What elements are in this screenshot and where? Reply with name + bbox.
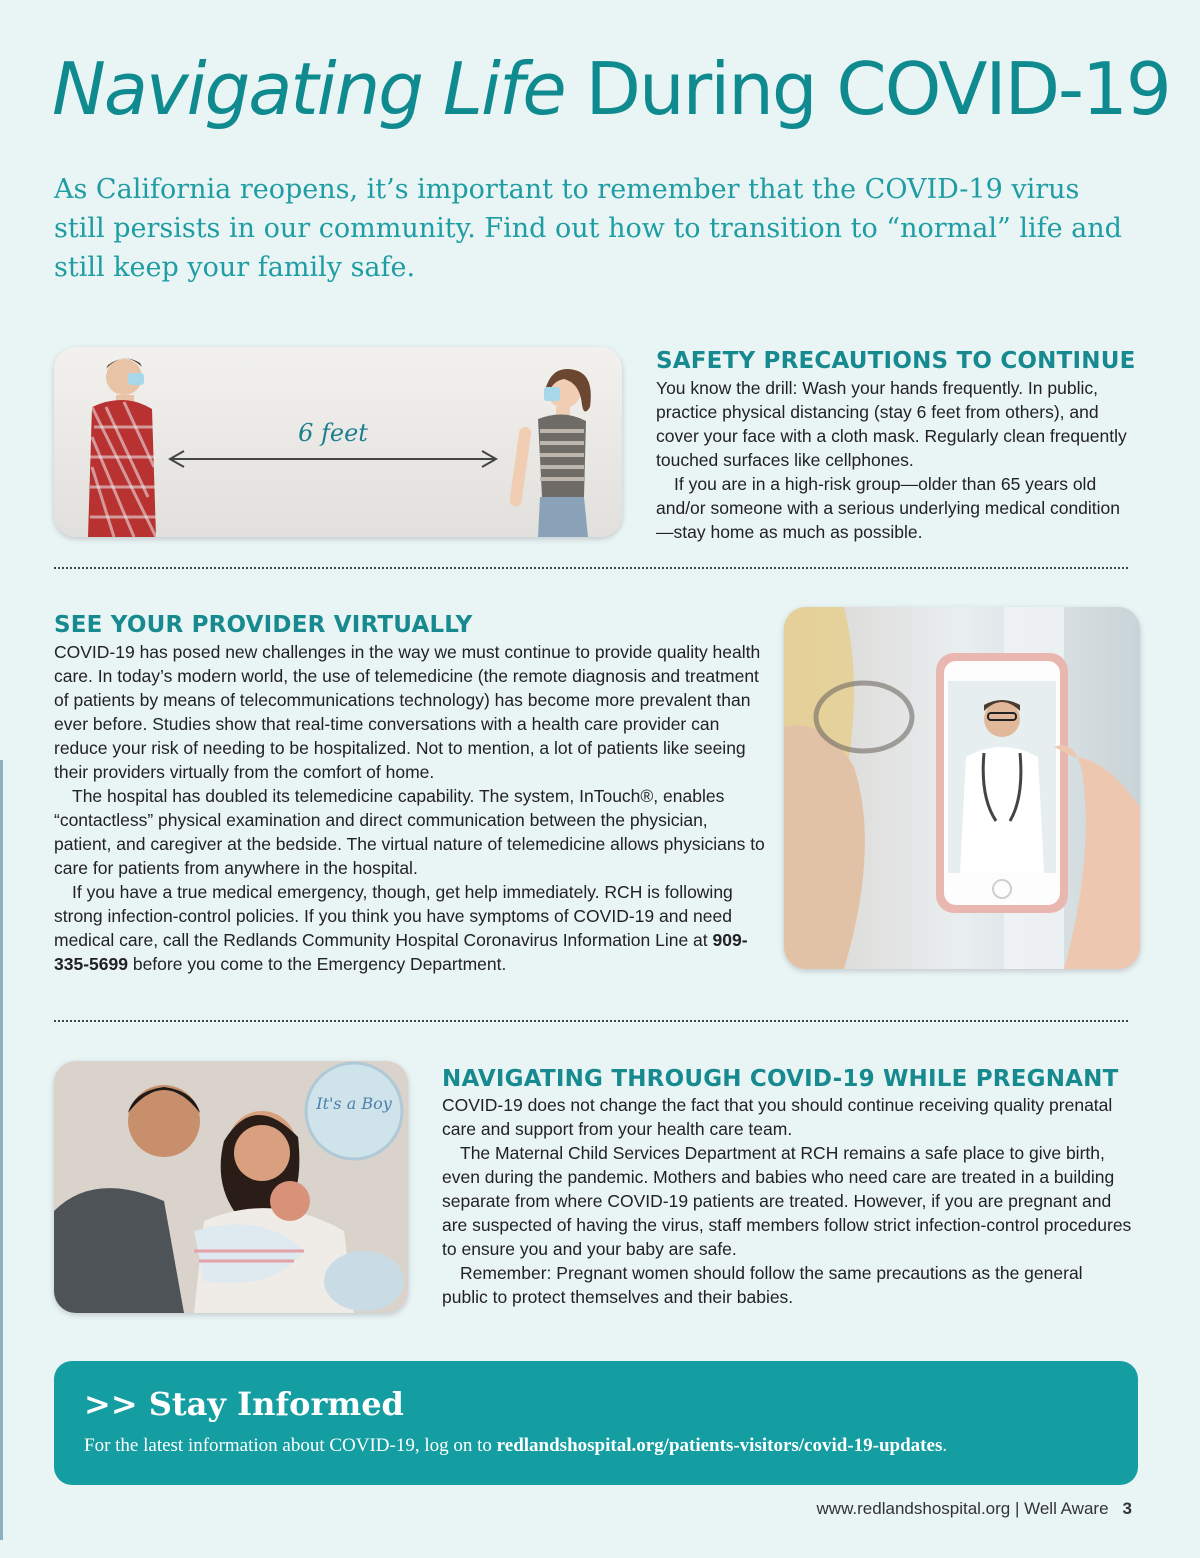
page-title bbox=[52, 46, 1170, 132]
family-illustration bbox=[54, 1061, 408, 1313]
virtual-para-2: The hospital has doubled its telemedicine capability. The system, InTouch®, enables “contactless” physical examination and direct communication between the physician, patient, and caregiver at the bedside. The virtual nature of telemedicine allows physicians to care for patients from anywhere in the hospital. bbox=[54, 786, 765, 878]
safety-body bbox=[656, 376, 1136, 544]
virtual-para-3-text: If you have a true medical emergency, though, get help immediately. RCH is following strong infection-control policies. If you think you have symptoms of COVID-19 and need medical care, call the Redlands Community Hospital Coronavirus Information Line at bbox=[54, 882, 733, 950]
virtual-para-3 bbox=[54, 880, 766, 976]
distancing-illustration bbox=[54, 347, 622, 537]
telemedicine-illustration bbox=[784, 607, 1140, 969]
covid-updates-link[interactable]: redlandshospital.org/patients-visitors/covid-19-updates bbox=[496, 1435, 943, 1456]
section-divider-2 bbox=[54, 1020, 1128, 1022]
page-footer bbox=[817, 1499, 1132, 1519]
virtual-para-3-end: before you come to the Emergency Department. bbox=[127, 954, 507, 974]
intro-text: As California reopens, it’s important to remember that the COVID-19 virus still persists in our community. Find out how to transition to “normal” life and still keep your family safe. bbox=[54, 174, 1122, 283]
virtual-para-1: COVID-19 has posed new challenges in the way we must continue to provide quality health care. In today’s modern world, the use of telemedicine (the remote diagnosis and treatment of patients by means of telecommunications technology) has become more prevalent than ever before. Studies show that real-time conversations with a health care provider can reduce your risk of needing to be hospitalized. Not to mention, a lot of patients like seeing their providers virtually from the comfort of home. bbox=[54, 642, 761, 782]
pregnant-para-1: COVID-19 does not change the fact that you should continue receiving quality prenatal care and support from your health care team. bbox=[442, 1095, 1113, 1139]
pregnant-para-3: Remember: Pregnant women should follow the same precautions as the general public to protect themselves and their babies. bbox=[442, 1263, 1083, 1307]
pregnant-heading: NAVIGATING THROUGH COVID-19 WHILE PREGNANT bbox=[442, 1066, 1119, 1092]
banner-text-end: . bbox=[942, 1435, 948, 1456]
title-rest: During COVID-19 bbox=[585, 47, 1170, 131]
info-line-phone: 909-335-5699 bbox=[54, 930, 748, 974]
virtual-body bbox=[54, 640, 766, 976]
section-divider-1 bbox=[54, 567, 1128, 569]
smartphone bbox=[936, 653, 1068, 913]
banner-text-lead: For the latest information about COVID-19, log on to bbox=[84, 1435, 497, 1456]
safety-heading: SAFETY PRECAUTIONS TO CONTINUE bbox=[656, 348, 1136, 374]
safety-para-2: If you are in a high-risk group—older than 65 years old and/or someone with a serious underlying medical condition—stay home as much as possible. bbox=[656, 474, 1121, 542]
telemedicine-photo bbox=[784, 607, 1140, 969]
distancing-photo bbox=[54, 347, 622, 537]
page-number: 3 bbox=[1122, 1499, 1132, 1518]
footer-site: www.redlandshospital.org | Well Aware bbox=[816, 1499, 1109, 1518]
title-italic: Navigating Life bbox=[52, 47, 565, 131]
family-photo bbox=[54, 1061, 408, 1313]
stay-informed-banner bbox=[54, 1361, 1138, 1485]
pregnant-para-2: The Maternal Child Services Department at RCH remains a safe place to give birth, even during the pandemic. Mothers and babies who need care are treated in a building separate from where COVID-19 patients are treated. However, if you are pregnant and are suspected of having the virus, staff members follow strict infection-control procedures to ensure you and your baby are safe. bbox=[442, 1143, 1132, 1259]
pregnant-body bbox=[442, 1093, 1132, 1309]
balloon-label: It's a Boy bbox=[316, 1094, 392, 1113]
left-edge-bar bbox=[0, 760, 3, 1540]
distance-label: 6 feet bbox=[298, 419, 368, 447]
virtual-heading: SEE YOUR PROVIDER VIRTUALLY bbox=[54, 612, 473, 638]
banner-text bbox=[84, 1435, 947, 1457]
safety-para-1: You know the drill: Wash your hands frequently. In public, practice physical distancing (stay 6 feet from others), and cover your face with a cloth mask. Regularly clean frequently touched surfaces like cellphones. bbox=[656, 378, 1127, 470]
banner-title: >> Stay Informed bbox=[84, 1385, 404, 1423]
